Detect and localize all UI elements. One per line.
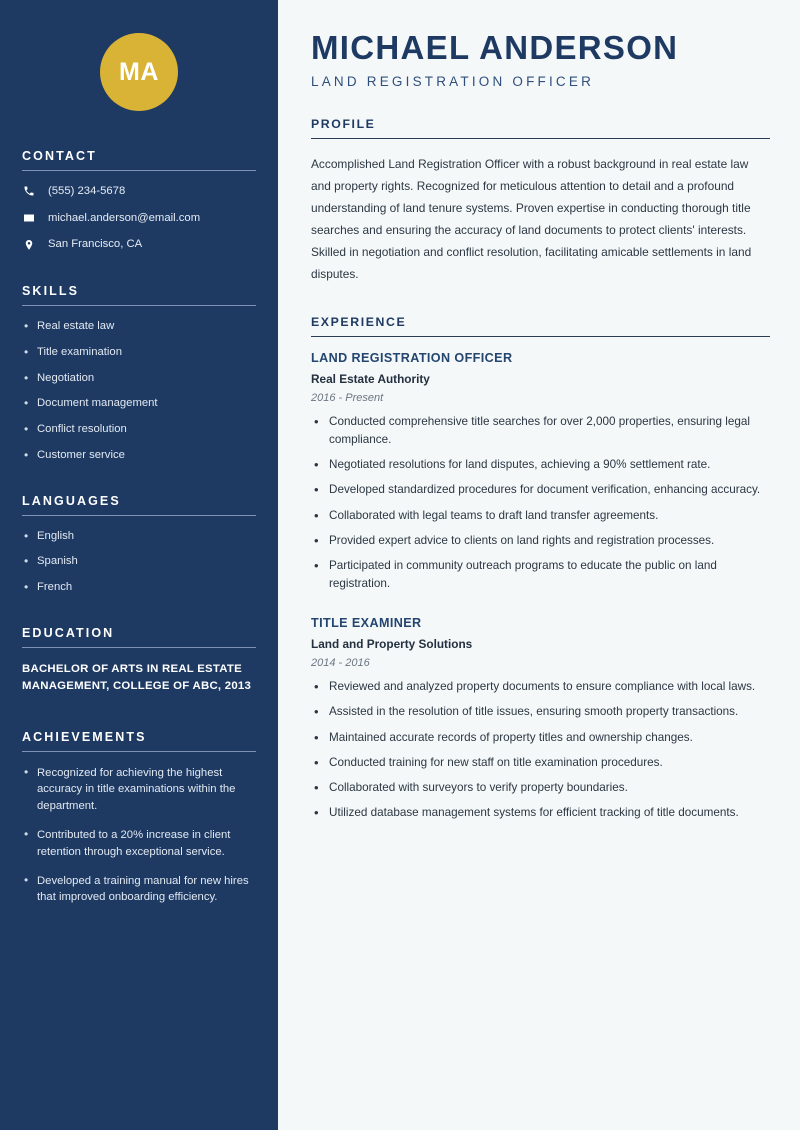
contact-divider bbox=[22, 170, 256, 171]
contact-heading: CONTACT bbox=[22, 149, 97, 163]
contact-item-location bbox=[22, 237, 256, 252]
skills-list bbox=[22, 319, 256, 463]
experience-bullet-list bbox=[311, 413, 770, 592]
list-item: • Customer service bbox=[22, 448, 256, 463]
achievements-heading: ACHIEVEMENTS bbox=[22, 730, 147, 745]
contact-email-value: michael.anderson@email.com bbox=[48, 211, 201, 224]
job-title-subheading: LAND REGISTRATION OFFICER bbox=[311, 74, 595, 90]
achievements-list bbox=[22, 765, 256, 906]
experience-bullet-list bbox=[311, 678, 770, 822]
skills-heading: SKILLS bbox=[22, 284, 80, 299]
list-item: • Conducted comprehensive title searches for over 2,000 properties, ensuring legal compliance. bbox=[311, 413, 770, 448]
spacer bbox=[311, 289, 770, 315]
envelope-icon bbox=[22, 211, 36, 225]
list-item: • Real estate law bbox=[22, 319, 256, 334]
profile-heading: PROFILE bbox=[311, 117, 376, 132]
experience-dates: 2016 - Present bbox=[311, 392, 384, 405]
spacer bbox=[22, 606, 256, 626]
avatar: MA bbox=[100, 33, 178, 111]
languages-heading: LANGUAGES bbox=[22, 493, 121, 508]
list-item: • Developed a training manual for new hires that improved onboarding efficiency. bbox=[22, 873, 256, 906]
experience-heading: EXPERIENCE bbox=[311, 315, 407, 330]
experience-role: TITLE EXAMINER bbox=[311, 615, 422, 630]
list-item: • Negotiated resolutions for land disputes, achieving a 90% settlement rate. bbox=[311, 456, 770, 473]
map-pin-icon bbox=[22, 238, 36, 252]
list-item: • Provided expert advice to clients on land rights and registration processes. bbox=[311, 532, 770, 549]
list-item: • Collaborated with surveyors to verify property boundaries. bbox=[311, 779, 770, 796]
list-item: • Developed standardized procedures for document verification, enhancing accuracy. bbox=[311, 481, 770, 498]
page-title: MICHAEL ANDERSON bbox=[311, 29, 679, 66]
list-item: • Contributed to a 20% increase in client retention through exceptional service. bbox=[22, 827, 256, 860]
experience-company: Land and Property Solutions bbox=[311, 636, 473, 651]
list-item: • Collaborated with legal teams to draft land transfer agreements. bbox=[311, 507, 770, 524]
list-item: • Conducted training for new staff on title examination procedures. bbox=[311, 754, 770, 771]
list-item: • English bbox=[22, 529, 256, 544]
languages-list bbox=[22, 529, 256, 596]
education-divider bbox=[22, 647, 256, 648]
experience-dates: 2014 - 2016 bbox=[311, 656, 370, 669]
experience-role: LAND REGISTRATION OFFICER bbox=[311, 351, 513, 366]
contact-list bbox=[22, 184, 256, 252]
experience-entry bbox=[311, 616, 770, 822]
skills-divider bbox=[22, 305, 256, 306]
list-item: • French bbox=[22, 580, 256, 595]
list-item: • Title examination bbox=[22, 345, 256, 360]
contact-item-phone bbox=[22, 184, 256, 199]
list-item: • Maintained accurate records of property titles and ownership changes. bbox=[311, 729, 770, 746]
profile-section bbox=[311, 117, 770, 285]
spacer bbox=[22, 474, 256, 494]
skills-section bbox=[22, 284, 256, 463]
education-entry: BACHELOR OF ARTS IN REAL ESTATE MANAGEMENT, COLLEGE OF ABC, 2013 bbox=[22, 662, 252, 693]
list-item: • Assisted in the resolution of title issues, ensuring smooth property transactions. bbox=[311, 703, 770, 720]
achievements-section bbox=[22, 730, 256, 906]
spacer bbox=[311, 600, 770, 616]
experience-company: Real Estate Authority bbox=[311, 372, 430, 387]
contact-phone-value: (555) 234-5678 bbox=[48, 185, 126, 197]
list-item: • Utilized database management systems for efficient tracking of title documents. bbox=[311, 804, 770, 821]
profile-divider bbox=[311, 138, 770, 139]
phone-icon bbox=[22, 184, 36, 198]
languages-divider bbox=[22, 515, 256, 516]
main-content bbox=[278, 0, 800, 1130]
contact-section bbox=[22, 149, 256, 252]
list-item: • Negotiation bbox=[22, 371, 256, 386]
contact-location-value: San Francisco, CA bbox=[48, 238, 143, 251]
experience-entry bbox=[311, 351, 770, 592]
list-item: • Conflict resolution bbox=[22, 422, 256, 437]
list-item: • Participated in community outreach programs to educate the public on land registration. bbox=[311, 557, 770, 592]
list-item: • Document management bbox=[22, 396, 256, 411]
profile-text: Accomplished Land Registration Officer with a robust background in real estate law and property rights. Recognized for meticulous attention to detail and a profound understanding of land tenure systems. Proven expertise in conducting thorough title searches and ensuring the accuracy of land documents to protect clients' interests. Skilled in negotiation and conflict resolution, facilitating amicable settlements in land disputes. bbox=[311, 157, 752, 282]
contact-item-email bbox=[22, 211, 256, 226]
experience-divider bbox=[311, 336, 770, 337]
spacer bbox=[22, 704, 256, 730]
avatar-container bbox=[22, 0, 256, 149]
list-item: • Reviewed and analyzed property documents to ensure compliance with local laws. bbox=[311, 678, 770, 695]
achievements-divider bbox=[22, 751, 256, 752]
list-item: • Recognized for achieving the highest accuracy in title examinations within the department. bbox=[22, 765, 256, 814]
education-section bbox=[22, 626, 256, 696]
sidebar bbox=[0, 0, 278, 1130]
spacer bbox=[22, 264, 256, 284]
languages-section bbox=[22, 494, 256, 596]
experience-section bbox=[311, 315, 770, 821]
list-item: • Spanish bbox=[22, 554, 256, 569]
education-heading: EDUCATION bbox=[22, 625, 115, 640]
